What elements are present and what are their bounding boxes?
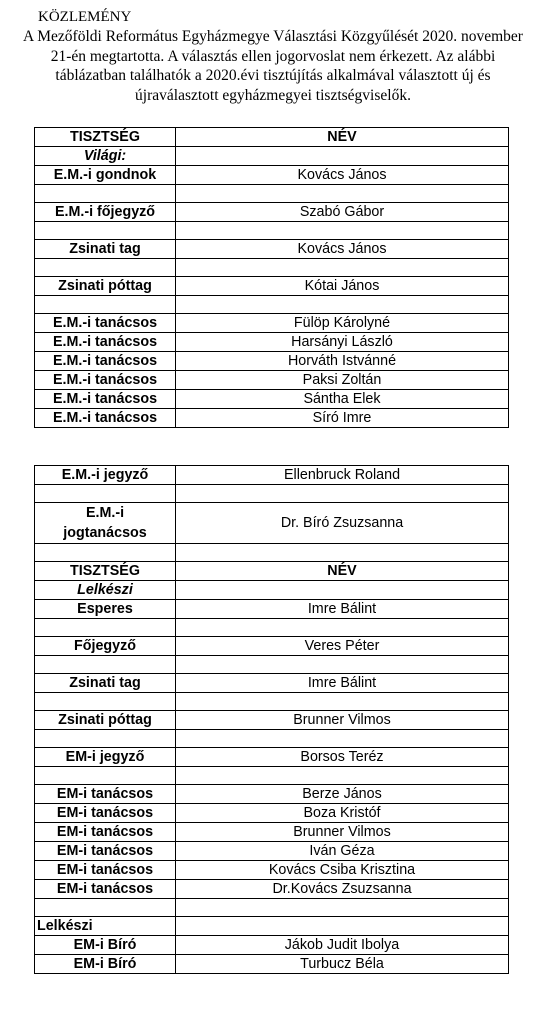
- spacer-row: [35, 296, 509, 314]
- position-cell: Zsinati tag: [35, 674, 176, 693]
- spacer-row: [35, 185, 509, 203]
- table-row: [35, 711, 509, 730]
- position-cell: EM-i tanácsos: [35, 842, 176, 861]
- position-cell: EM-i tanácsos: [35, 880, 176, 899]
- table-header-row: [35, 562, 509, 581]
- empty-cell: [176, 581, 509, 600]
- table-row: [35, 674, 509, 693]
- position-cell: E.M.-i gondnok: [35, 166, 176, 185]
- lay-officers-table: [34, 127, 509, 428]
- name-cell: Boza Kristóf: [176, 804, 509, 823]
- name-cell: Kótai János: [176, 277, 509, 296]
- spacer-row: [35, 693, 509, 711]
- name-cell: Brunner Vilmos: [176, 823, 509, 842]
- empty-cell: [176, 917, 509, 936]
- empty-cell: [176, 147, 509, 166]
- name-cell: Ellenbruck Roland: [176, 466, 509, 485]
- position-cell: E.M.-i tanácsos: [35, 390, 176, 409]
- table-row: [35, 240, 509, 259]
- column-header-position: TISZTSÉG: [35, 128, 176, 147]
- spacer-row: [35, 485, 509, 503]
- name-cell: Harsányi László: [176, 333, 509, 352]
- spacer-row: [35, 656, 509, 674]
- position-cell: Főjegyző: [35, 637, 176, 656]
- table-row: [35, 277, 509, 296]
- name-cell: Dr. Bíró Zsuzsanna: [176, 503, 509, 544]
- section-row: [35, 917, 509, 936]
- position-cell: E.M.-i főjegyző: [35, 203, 176, 222]
- spacer-row: [35, 619, 509, 637]
- name-cell: Kovács János: [176, 166, 509, 185]
- table-row: [35, 861, 509, 880]
- section-label-clergy-judges: Lelkészi: [35, 917, 176, 936]
- name-cell: Imre Bálint: [176, 674, 509, 693]
- section-label-clergy: Lelkészi: [35, 581, 176, 600]
- position-cell: Zsinati póttag: [35, 711, 176, 730]
- announcement-intro: A Mezőföldi Református Egyházmegye Választási Közgyűlését 2020. november 21-én megtartotta. A választás ellen jogorvoslat nem érkezett. Az alábbi táblázatban találhatók a 2020.évi tisztújítás alkalmával választott új és újraválasztott egyházmegyei tisztségviselők.: [23, 28, 523, 104]
- table-row: [35, 371, 509, 390]
- position-cell: EM-i tanácsos: [35, 785, 176, 804]
- table-row: [35, 880, 509, 899]
- name-cell: Sántha Elek: [176, 390, 509, 409]
- spacer-row: [35, 899, 509, 917]
- spacer-row: [35, 222, 509, 240]
- table-row: [35, 823, 509, 842]
- name-cell: Horváth Istvánné: [176, 352, 509, 371]
- name-cell: Fülöp Károlyné: [176, 314, 509, 333]
- column-header-name: NÉV: [176, 128, 509, 147]
- position-cell: E.M.-i tanácsos: [35, 371, 176, 390]
- table-row: [35, 748, 509, 767]
- table-header-row: [35, 128, 509, 147]
- position-cell: E.M.-i tanácsos: [35, 409, 176, 428]
- section-label-lay: Világi:: [35, 147, 176, 166]
- position-cell: E.M.-i tanácsos: [35, 333, 176, 352]
- table-row: [35, 409, 509, 428]
- name-cell: Borsos Teréz: [176, 748, 509, 767]
- announcement-heading: KÖZLEMÉNY: [38, 9, 132, 25]
- table-row: [35, 352, 509, 371]
- table-row: [35, 333, 509, 352]
- name-cell: Turbucz Béla: [176, 955, 509, 974]
- spacer-row: [35, 767, 509, 785]
- position-cell: EM-i tanácsos: [35, 823, 176, 842]
- position-cell: E.M.-i tanácsos: [35, 352, 176, 371]
- spacer-row: [35, 730, 509, 748]
- table-row: [35, 936, 509, 955]
- table-row: [35, 503, 509, 544]
- position-cell: E.M.-i jogtanácsos: [35, 503, 176, 544]
- table-row: [35, 637, 509, 656]
- name-cell: Síró Imre: [176, 409, 509, 428]
- position-cell: EM-i Bíró: [35, 955, 176, 974]
- table-row: [35, 955, 509, 974]
- name-cell: Kovács Csiba Krisztina: [176, 861, 509, 880]
- section-row: [35, 147, 509, 166]
- name-cell: Paksi Zoltán: [176, 371, 509, 390]
- position-cell: E.M.-i jegyző: [35, 466, 176, 485]
- column-header-name: NÉV: [176, 562, 509, 581]
- table-row: [35, 466, 509, 485]
- name-cell: Kovács János: [176, 240, 509, 259]
- table-row: [35, 203, 509, 222]
- position-cell: Zsinati póttag: [35, 277, 176, 296]
- name-cell: Jákob Judit Ibolya: [176, 936, 509, 955]
- name-cell: Szabó Gábor: [176, 203, 509, 222]
- table-row: [35, 842, 509, 861]
- name-cell: Brunner Vilmos: [176, 711, 509, 730]
- position-cell: E.M.-i tanácsos: [35, 314, 176, 333]
- position-cell: EM-i tanácsos: [35, 861, 176, 880]
- table-row: [35, 166, 509, 185]
- position-cell: EM-i Bíró: [35, 936, 176, 955]
- column-header-position: TISZTSÉG: [35, 562, 176, 581]
- spacer-row: [35, 259, 509, 277]
- name-cell: Imre Bálint: [176, 600, 509, 619]
- name-cell: Berze János: [176, 785, 509, 804]
- section-row: [35, 581, 509, 600]
- table-row: [35, 390, 509, 409]
- name-cell: Dr.Kovács Zsuzsanna: [176, 880, 509, 899]
- position-cell: Esperes: [35, 600, 176, 619]
- clergy-officers-table: [34, 465, 509, 974]
- position-cell: EM-i jegyző: [35, 748, 176, 767]
- position-cell: EM-i tanácsos: [35, 804, 176, 823]
- table-row: [35, 314, 509, 333]
- position-cell: Zsinati tag: [35, 240, 176, 259]
- table-row: [35, 804, 509, 823]
- table-row: [35, 600, 509, 619]
- spacer-row: [35, 544, 509, 562]
- name-cell: Iván Géza: [176, 842, 509, 861]
- name-cell: Veres Péter: [176, 637, 509, 656]
- table-row: [35, 785, 509, 804]
